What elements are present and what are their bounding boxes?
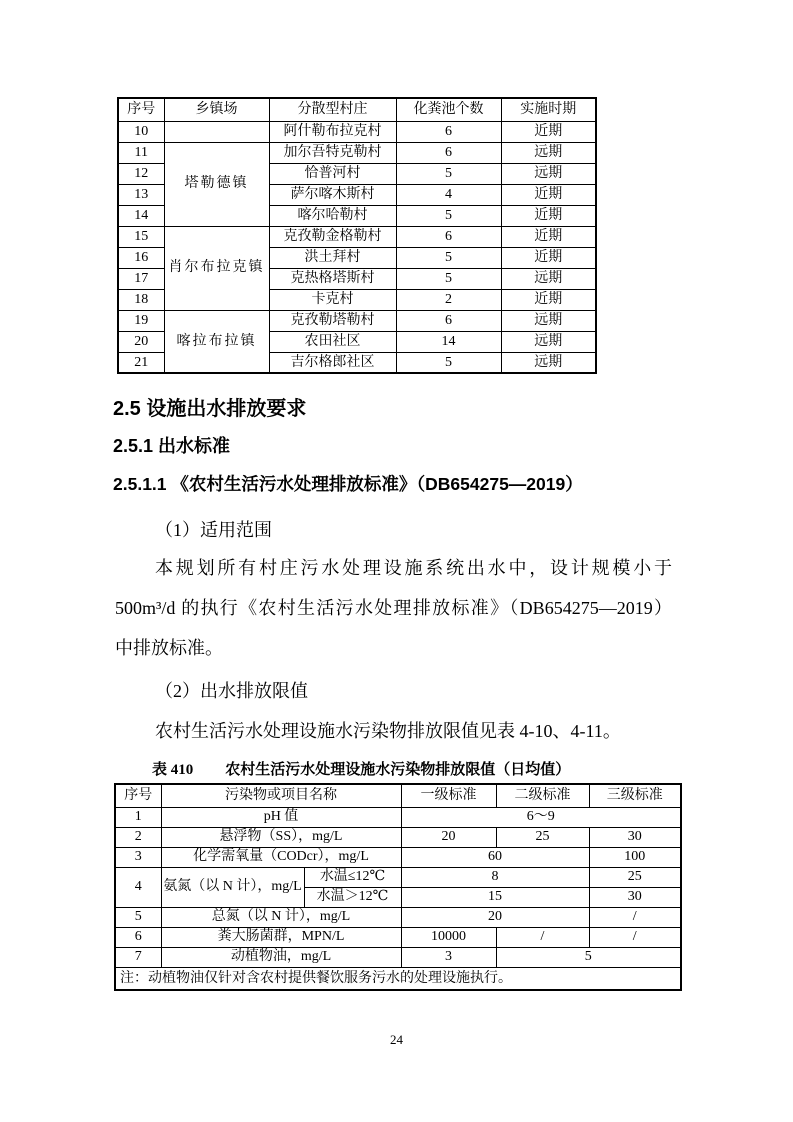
row-number-cell: 5 — [115, 907, 161, 927]
limit-value-cell: 25 — [496, 827, 589, 847]
pollutant-name-cell: 总氮（以 N 计），mg/L — [161, 907, 401, 927]
count-cell: 5 — [396, 247, 501, 268]
limit-value-cell: 10000 — [401, 927, 496, 947]
row-number-cell: 1 — [115, 807, 161, 827]
table-caption-title: 农村生活污水处理设施水污染物排放限值（日均值） — [225, 761, 571, 778]
count-cell: 2 — [396, 289, 501, 310]
row-number-cell: 7 — [115, 947, 161, 967]
column-header: 实施时期 — [501, 98, 596, 121]
limit-value-cell: 30 — [589, 827, 681, 847]
count-cell: 5 — [396, 205, 501, 226]
period-cell: 远期 — [501, 331, 596, 352]
limit-value-cell: 30 — [589, 887, 681, 907]
period-cell: 远期 — [501, 352, 596, 373]
period-cell: 近期 — [501, 184, 596, 205]
row-number-cell: 21 — [118, 352, 164, 373]
table-row — [115, 867, 681, 887]
column-header: 序号 — [115, 784, 161, 807]
limit-value-cell: 60 — [401, 847, 589, 867]
village-cell: 农田社区 — [269, 331, 396, 352]
row-number-cell: 14 — [118, 205, 164, 226]
table-row — [118, 142, 596, 163]
table-note-row — [115, 967, 681, 990]
period-cell: 远期 — [501, 310, 596, 331]
table-row — [115, 947, 681, 967]
row-number-cell: 4 — [115, 867, 161, 907]
table-caption-label: 表 410 — [152, 762, 194, 778]
count-cell: 5 — [396, 163, 501, 184]
period-cell: 近期 — [501, 226, 596, 247]
row-number-cell: 19 — [118, 310, 164, 331]
town-cell — [164, 121, 269, 142]
column-header: 序号 — [118, 98, 164, 121]
standard-title-heading: 2.5.1.1 《农村生活污水处理排放标准》（DB654275—2019） — [113, 474, 583, 494]
table-row — [115, 847, 681, 867]
pollutant-name-cell: 悬浮物（SS），mg/L — [161, 827, 401, 847]
pollutant-name-cell: 化学需氧量（CODcr），mg/L — [161, 847, 401, 867]
row-number-cell: 6 — [115, 927, 161, 947]
limit-value-cell: 25 — [589, 867, 681, 887]
village-cell: 萨尔喀木斯村 — [269, 184, 396, 205]
pollutant-name-cell: 粪大肠菌群，MPN/L — [161, 927, 401, 947]
town-cell: 肖尔布拉克镇 — [164, 226, 269, 310]
paragraph-line: 500m³/d 的执行《农村生活污水处理排放标准》（DB654275—2019） — [115, 598, 672, 618]
limit-value-cell: 20 — [401, 827, 496, 847]
town-cell: 喀拉布拉镇 — [164, 310, 269, 373]
row-number-cell: 16 — [118, 247, 164, 268]
town-cell: 塔勒德镇 — [164, 142, 269, 226]
page-number: 24 — [390, 1032, 403, 1047]
table-note: 注：动植物油仅针对含农村提供餐饮服务污水的处理设施执行。 — [115, 967, 681, 990]
limit-value-cell: 5 — [496, 947, 681, 967]
village-cell: 克热格塔斯村 — [269, 268, 396, 289]
village-cell: 吉尔格郎社区 — [269, 352, 396, 373]
count-cell: 5 — [396, 268, 501, 289]
paragraph-line: 本规划所有村庄污水处理设施系统出水中，设计规模小于 — [155, 558, 672, 578]
limit-value-cell: / — [589, 927, 681, 947]
count-cell: 14 — [396, 331, 501, 352]
period-cell: 远期 — [501, 142, 596, 163]
row-number-cell: 20 — [118, 331, 164, 352]
limit-value-cell: / — [496, 927, 589, 947]
period-cell: 近期 — [501, 247, 596, 268]
limit-value-cell: 8 — [401, 867, 589, 887]
table-header-row — [118, 98, 596, 121]
column-header: 化粪池个数 — [396, 98, 501, 121]
period-cell: 近期 — [501, 205, 596, 226]
limit-value-cell: 6～9 — [401, 807, 681, 827]
row-number-cell: 13 — [118, 184, 164, 205]
row-number-cell: 17 — [118, 268, 164, 289]
section-heading: 2.5 设施出水排放要求 — [113, 398, 307, 420]
period-cell: 近期 — [501, 289, 596, 310]
pollutant-name-cell: pH 值 — [161, 807, 401, 827]
paragraph-line: 中排放标准。 — [115, 638, 223, 658]
limit-value-cell: 20 — [401, 907, 589, 927]
count-cell: 6 — [396, 310, 501, 331]
column-header: 分散型村庄 — [269, 98, 396, 121]
table-row — [115, 827, 681, 847]
table-row — [118, 121, 596, 142]
village-cell: 克孜勒金格勒村 — [269, 226, 396, 247]
village-cell: 恰普河村 — [269, 163, 396, 184]
row-number-cell: 12 — [118, 163, 164, 184]
column-header: 乡镇场 — [164, 98, 269, 121]
count-cell: 4 — [396, 184, 501, 205]
row-number-cell: 15 — [118, 226, 164, 247]
paragraph-item1-title: （1）适用范围 — [155, 520, 272, 540]
limit-value-cell: 100 — [589, 847, 681, 867]
column-header: 三级标准 — [589, 784, 681, 807]
village-cell: 卡克村 — [269, 289, 396, 310]
count-cell: 6 — [396, 142, 501, 163]
column-header: 一级标准 — [401, 784, 496, 807]
paragraph-item2-title: （2）出水排放限值 — [155, 681, 308, 701]
table-row — [118, 310, 596, 331]
table-header-row — [115, 784, 681, 807]
limit-value-cell: 3 — [401, 947, 496, 967]
village-cell: 克孜勒塔勒村 — [269, 310, 396, 331]
row-number-cell: 2 — [115, 827, 161, 847]
condition-cell: 水温＞12℃ — [304, 887, 401, 907]
village-cell: 加尔吾特克勒村 — [269, 142, 396, 163]
table-caption — [114, 758, 680, 779]
table-row — [115, 927, 681, 947]
count-cell: 6 — [396, 121, 501, 142]
village-cell: 洪土拜村 — [269, 247, 396, 268]
count-cell: 5 — [396, 352, 501, 373]
table-row — [115, 907, 681, 927]
period-cell: 近期 — [501, 121, 596, 142]
condition-cell: 水温≤12℃ — [304, 867, 401, 887]
period-cell: 远期 — [501, 163, 596, 184]
table-row — [115, 807, 681, 827]
limit-value-cell: / — [589, 907, 681, 927]
discharge-limits-table — [114, 783, 682, 991]
column-header: 污染物或项目名称 — [161, 784, 401, 807]
row-number-cell: 18 — [118, 289, 164, 310]
period-cell: 远期 — [501, 268, 596, 289]
pollutant-name-cell: 动植物油，mg/L — [161, 947, 401, 967]
column-header: 二级标准 — [496, 784, 589, 807]
limit-value-cell: 15 — [401, 887, 589, 907]
table-row — [118, 226, 596, 247]
paragraph-line: 农村生活污水处理设施水污染物排放限值见表 4-10、4-11。 — [155, 721, 621, 741]
subsection-heading: 2.5.1 出水标准 — [113, 436, 231, 456]
row-number-cell: 10 — [118, 121, 164, 142]
count-cell: 6 — [396, 226, 501, 247]
village-cell: 阿什勒布拉克村 — [269, 121, 396, 142]
septic-tank-table — [117, 97, 597, 374]
row-number-cell: 11 — [118, 142, 164, 163]
pollutant-name-cell: 氨氮（以 N 计），mg/L — [161, 867, 304, 907]
village-cell: 喀尔哈勒村 — [269, 205, 396, 226]
row-number-cell: 3 — [115, 847, 161, 867]
